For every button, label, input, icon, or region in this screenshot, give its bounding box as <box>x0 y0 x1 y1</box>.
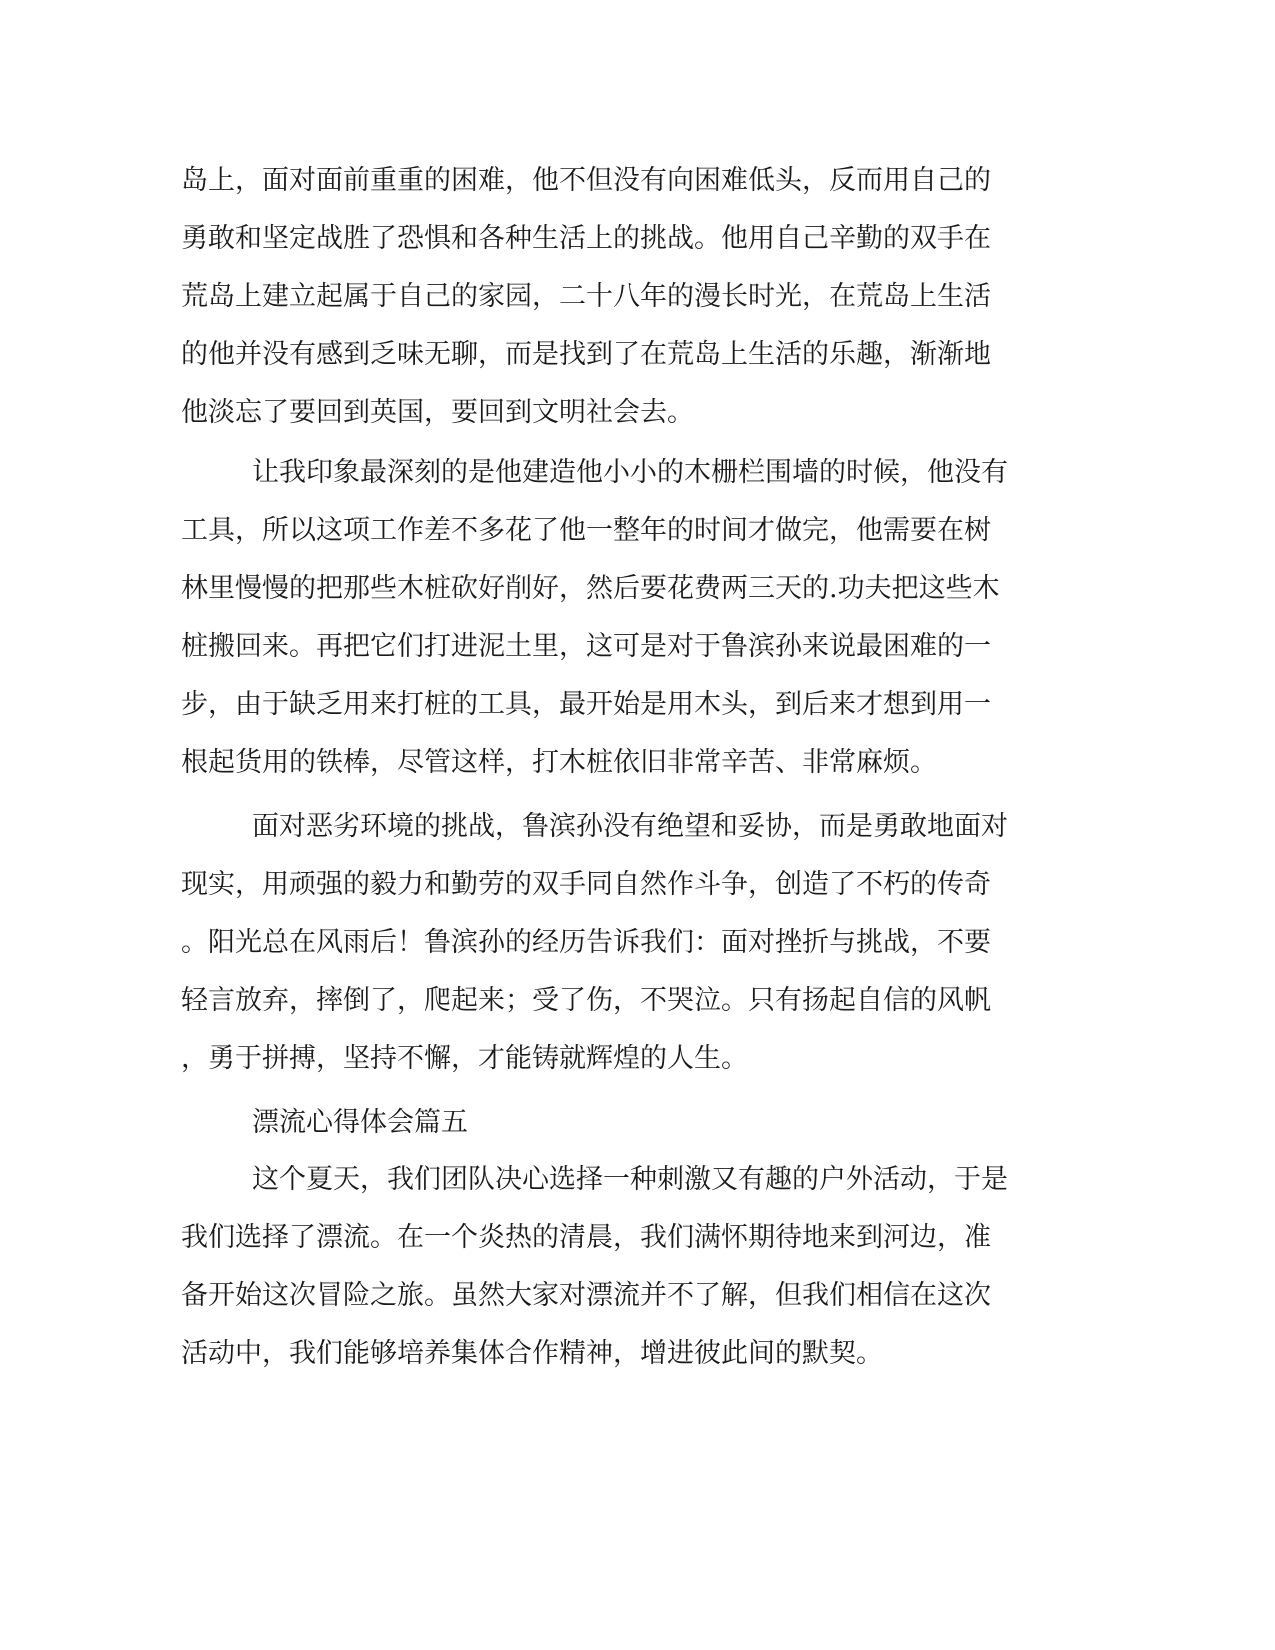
text-line: 的他并没有感到乏味无聊，而是找到了在荒岛上生活的乐趣，渐渐地 <box>181 339 991 370</box>
text-line: 他淡忘了要回到英国，要回到文明社会去。 <box>181 397 694 428</box>
text-line: 林里慢慢的把那些木桩砍好削好，然后要花费两三天的.功夫把这些木 <box>181 573 1000 604</box>
text-line: 桩搬回来。再把它们打进泥土里，这可是对于鲁滨孙来说最困难的一 <box>181 631 991 662</box>
text-line: ，勇于拼搏，坚持不懈，才能铸就辉煌的人生。 <box>181 1043 748 1074</box>
text-line: 轻言放弃，摔倒了，爬起来；受了伤，不哭泣。只有扬起自信的风帆 <box>181 985 991 1016</box>
text-line: 荒岛上建立起属于自己的家园，二十八年的漫长时光，在荒岛上生活 <box>181 281 991 312</box>
section-heading: 漂流心得体会篇五 <box>252 1107 468 1138</box>
text-line: 工具，所以这项工作差不多花了他一整年的时间才做完，他需要在树 <box>181 515 991 546</box>
text-line: 我们选择了漂流。在一个炎热的清晨，我们满怀期待地来到河边，准 <box>181 1222 991 1253</box>
text-line: 现实，用顽强的毅力和勤劳的双手同自然作斗争，创造了不朽的传奇 <box>181 869 991 900</box>
text-line: 根起货用的铁棒，尽管这样，打木桩依旧非常辛苦、非常麻烦。 <box>181 747 937 778</box>
text-line: 活动中，我们能够培养集体合作精神，增进彼此间的默契。 <box>181 1338 883 1369</box>
text-line: 步，由于缺乏用来打桩的工具，最开始是用木头，到后来才想到用一 <box>181 689 991 720</box>
text-line: 勇敢和坚定战胜了恐惧和各种生活上的挑战。他用自己辛勤的双手在 <box>181 223 991 254</box>
text-line: 备开始这次冒险之旅。虽然大家对漂流并不了解，但我们相信在这次 <box>181 1280 991 1311</box>
text-line: 。阳光总在风雨后！鲁滨孙的经历告诉我们：面对挫折与挑战，不要 <box>181 927 991 958</box>
paragraph-first-line: 让我印象最深刻的是他建造他小小的木栅栏围墙的时候，他没有 <box>252 457 1008 488</box>
text-line: 岛上，面对面前重重的困难，他不但没有向困难低头，反而用自己的 <box>181 165 991 196</box>
paragraph-first-line: 这个夏天，我们团队决心选择一种刺激又有趣的户外活动，于是 <box>252 1164 1008 1195</box>
paragraph-first-line: 面对恶劣环境的挑战，鲁滨孙没有绝望和妥协，而是勇敢地面对 <box>252 811 1008 842</box>
